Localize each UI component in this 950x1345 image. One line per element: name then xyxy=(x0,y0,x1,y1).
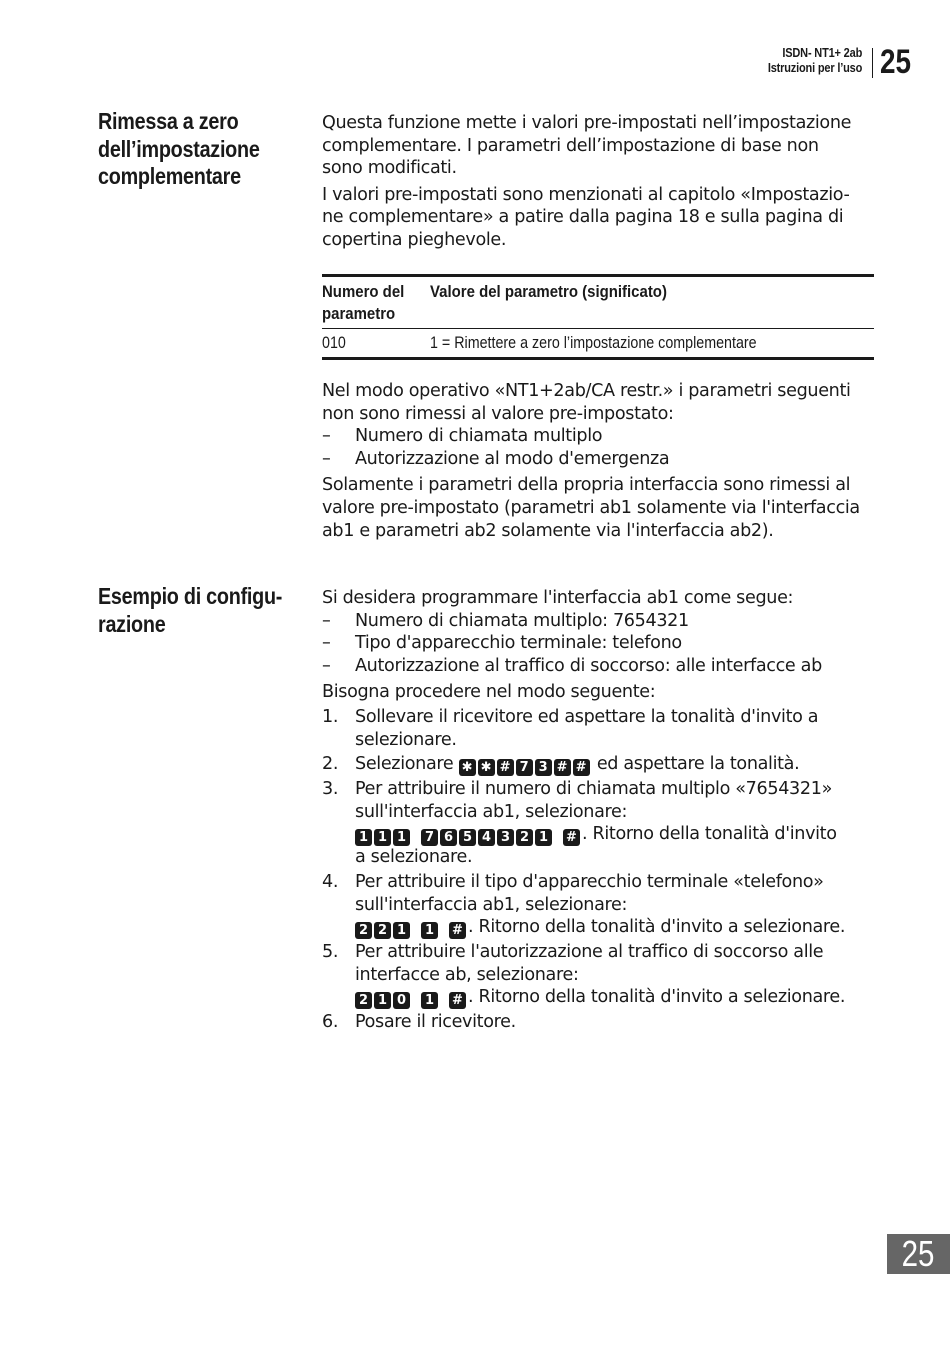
list-item-text: Numero di chiamata multiplo xyxy=(355,426,603,447)
text-line: complementare. I parametri dell’impostazione di base non xyxy=(322,135,819,156)
paragraph xyxy=(322,380,882,425)
step-line: a selezionare. xyxy=(355,847,473,868)
header-subtitle: Istruzioni per l’uso xyxy=(767,61,862,75)
heading-line: complementare xyxy=(98,163,241,189)
step-line: Per attribuire il numero di chiamata multiplo «7654321» xyxy=(355,779,832,800)
table-cell: 1 = Rimettere a zero l’impostazione complementare xyxy=(430,333,757,352)
header-divider xyxy=(872,48,873,78)
header-cell-line: Numero del xyxy=(322,282,405,301)
paragraph xyxy=(322,112,882,180)
procedure-step xyxy=(322,778,882,869)
step-number: 4. xyxy=(322,871,339,892)
text-line: I valori pre-impostati sono menzionati al capitolo «Impostazio- xyxy=(322,184,850,205)
heading-line: Esempio di configu- xyxy=(98,583,283,609)
step-line: Per attribuire il tipo d'apparecchio terminale «telefono» xyxy=(355,871,824,892)
keypad-key: 2 xyxy=(374,922,391,939)
step-number: 5. xyxy=(322,942,339,963)
header-cell-line: parametro xyxy=(322,304,396,323)
section-heading-reset xyxy=(98,108,283,191)
table-bottom-rule xyxy=(322,357,874,360)
table-header-cell xyxy=(322,281,417,328)
list-item xyxy=(322,655,882,678)
text-line: copertina pieghevole. xyxy=(322,229,507,250)
key-sequence xyxy=(563,823,582,846)
text-line: Si desidera programmare l'interfaccia ab1 come segue: xyxy=(322,588,794,608)
step-line: selezionare. xyxy=(355,729,457,750)
text-line: Solamente i parametri della propria interfaccia sono rimessi al xyxy=(322,475,851,496)
step-number: 1. xyxy=(322,706,339,727)
list-item xyxy=(322,610,882,633)
keypad-key: # xyxy=(449,922,466,939)
header-title: ISDN- NT1+ 2ab xyxy=(782,46,862,60)
keypad-key: 4 xyxy=(478,829,495,846)
procedure-step xyxy=(322,941,882,1009)
dash-marker: – xyxy=(322,610,331,631)
step-text: . Ritorno della tonalità d'invito a selezionare. xyxy=(468,917,846,938)
dash-marker: – xyxy=(322,633,331,654)
step-number: 3. xyxy=(322,779,339,800)
list-item-text: Tipo d'apparecchio terminale: telefono xyxy=(355,633,682,654)
key-sequence xyxy=(355,916,412,939)
keypad-key: ✱ xyxy=(459,759,476,776)
keypad-key: 0 xyxy=(393,992,410,1009)
reset-intro-text xyxy=(322,112,882,252)
text-line: valore pre-impostato (parametri ab1 solamente via l'interfaccia xyxy=(322,497,860,518)
paragraph xyxy=(322,184,882,252)
key-sequence xyxy=(421,823,554,846)
keypad-key: 1 xyxy=(374,829,391,846)
step-line: interfacce ab, selezionare: xyxy=(355,964,579,985)
step-number: 2. xyxy=(322,754,339,775)
dash-marker: – xyxy=(322,655,331,676)
reset-exceptions-text xyxy=(322,380,882,542)
procedure-step xyxy=(322,706,882,751)
keypad-key: # xyxy=(449,992,466,1009)
keypad-key: 6 xyxy=(440,829,457,846)
heading-line: Rimessa a zero xyxy=(98,108,239,134)
list-item-text: Numero di chiamata multiplo: 7654321 xyxy=(355,610,689,631)
table-header-cell: Valore del parametro (significato) xyxy=(430,282,667,301)
keypad-key: 3 xyxy=(497,829,514,846)
page-number-badge-text: 25 xyxy=(902,1233,935,1274)
step-line: Per attribuire l'autorizzazione al traffico di soccorso alle xyxy=(355,942,824,963)
list-item xyxy=(322,632,882,655)
keypad-key: 1 xyxy=(535,829,552,846)
text-line: Questa funzione mette i valori pre-impostati nell’impostazione xyxy=(322,113,852,133)
step-text: Selezionare xyxy=(355,754,459,775)
keypad-key: 2 xyxy=(516,829,533,846)
step-line: Sollevare il ricevitore ed aspettare la tonalità d'invito a xyxy=(355,706,819,727)
key-sequence xyxy=(421,916,440,939)
key-sequence xyxy=(355,823,412,846)
text-line: sono modificati. xyxy=(322,158,457,179)
text-line: Nel modo operativo «NT1+2ab/CA restr.» i parametri seguenti xyxy=(322,381,851,401)
step-number: 6. xyxy=(322,1012,339,1033)
step-text: ed aspettare la tonalità. xyxy=(591,754,800,775)
step-line: sull'interfaccia ab1, selezionare: xyxy=(355,894,628,915)
keypad-key: ✱ xyxy=(478,759,495,776)
step-text: . Ritorno della tonalità d'invito a selezionare. xyxy=(468,987,846,1008)
paragraph xyxy=(322,587,882,610)
list-item xyxy=(322,448,882,471)
parameter-table xyxy=(322,274,874,360)
keypad-key: 1 xyxy=(421,992,438,1009)
paragraph xyxy=(322,474,882,542)
procedure-step xyxy=(322,753,882,776)
key-sequence xyxy=(449,986,468,1009)
header-page-number: 25 xyxy=(880,43,912,81)
step-text: . Ritorno della tonalità d'invito xyxy=(582,824,837,845)
key-sequence xyxy=(449,916,468,939)
step-line: sull'interfaccia ab1, selezionare: xyxy=(355,801,628,822)
key-sequence xyxy=(459,753,592,776)
table-cell: 010 xyxy=(322,333,346,352)
key-sequence xyxy=(355,986,412,1009)
keypad-key: 1 xyxy=(374,992,391,1009)
procedure-step xyxy=(322,1011,882,1034)
keypad-key: 7 xyxy=(421,829,438,846)
keypad-key: 3 xyxy=(535,759,552,776)
dash-marker: – xyxy=(322,448,331,469)
list-item-text: Autorizzazione al traffico di soccorso: alle interfacce ab xyxy=(355,655,822,676)
list-item xyxy=(322,425,882,448)
step-line: Posare il ricevitore. xyxy=(355,1012,516,1033)
keypad-key: # xyxy=(563,829,580,846)
running-header xyxy=(768,46,862,76)
keypad-key: 2 xyxy=(355,992,372,1009)
keypad-key: # xyxy=(554,759,571,776)
keypad-key: 5 xyxy=(459,829,476,846)
keypad-key: 2 xyxy=(355,922,372,939)
table-header-row xyxy=(322,277,874,328)
keypad-key: # xyxy=(497,759,514,776)
keypad-key: 1 xyxy=(393,922,410,939)
heading-line: dell’impostazione xyxy=(98,135,260,162)
list-item-text: Autorizzazione al modo d'emergenza xyxy=(355,448,670,469)
key-sequence xyxy=(421,986,440,1009)
section-heading-example xyxy=(98,583,283,638)
text-line: non sono rimessi al valore pre-impostato: xyxy=(322,403,674,424)
keypad-key: 1 xyxy=(355,829,372,846)
page-number-badge xyxy=(887,1234,950,1274)
text-line: ne complementare» a patire dalla pagina 18 e sulla pagina di xyxy=(322,207,844,228)
table-row xyxy=(322,329,874,357)
example-text xyxy=(322,587,882,1034)
keypad-key: # xyxy=(573,759,590,776)
heading-line: razione xyxy=(98,610,166,637)
dash-marker: – xyxy=(322,426,331,447)
keypad-key: 7 xyxy=(516,759,533,776)
keypad-key: 1 xyxy=(393,829,410,846)
procedure-step xyxy=(322,871,882,939)
text-line: ab1 e parametri ab2 solamente via l'interfaccia ab2). xyxy=(322,520,774,541)
keypad-key: 1 xyxy=(421,922,438,939)
paragraph xyxy=(322,681,882,704)
text-line: Bisogna procedere nel modo seguente: xyxy=(322,682,656,703)
